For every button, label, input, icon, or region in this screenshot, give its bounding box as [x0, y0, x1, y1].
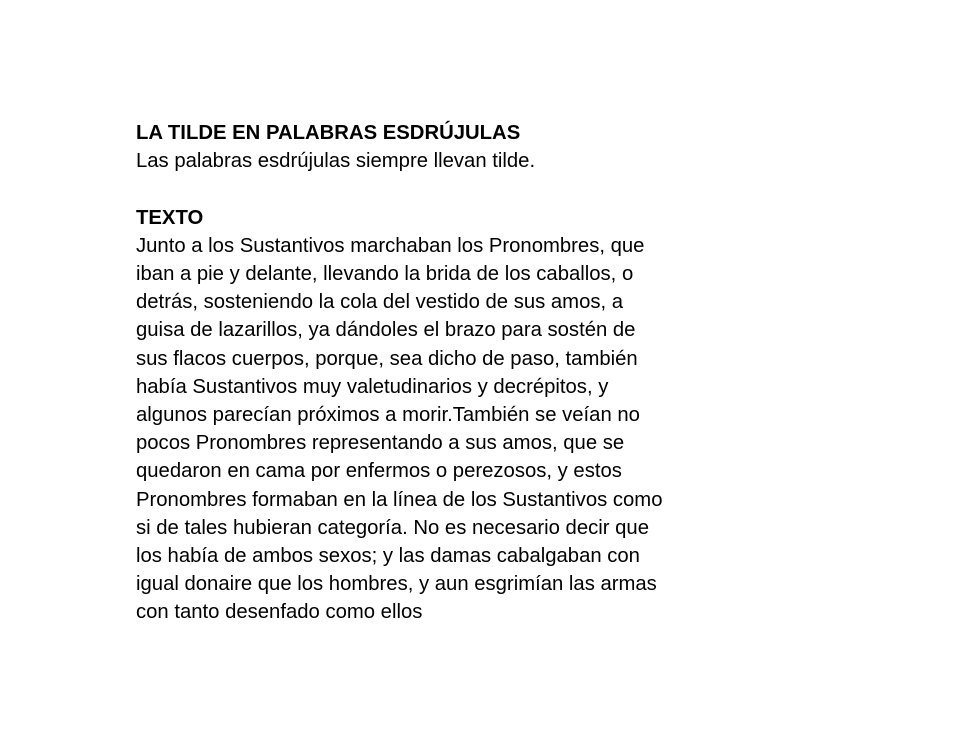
- slide-text-body: [136, 119, 936, 627]
- text-line: Pronombres formaban en la línea de los Sustantivos como: [136, 488, 663, 511]
- blank-line: [136, 175, 936, 203]
- text-line: pocos Pronombres representando a sus amos, que se: [136, 432, 625, 455]
- text-line: había Sustantivos muy valetudinarios y decrépitos, y: [136, 375, 609, 398]
- text-line: detrás, sosteniendo la cola del vestido de sus amos, a: [136, 291, 624, 314]
- text-line: si de tales hubieran categoría. No es necesario decir que: [136, 516, 649, 539]
- page-title: LA TILDE EN PALABRAS ESDRÚJULAS: [136, 122, 521, 144]
- text-line: guisa de lazarillos, ya dándoles el brazo para sostén de: [136, 319, 636, 342]
- text-line: los había de ambos sexos; y las damas cabalgaban con: [136, 545, 640, 568]
- text-paragraph: [136, 232, 936, 627]
- text-line: con tanto desenfado como ellos: [136, 601, 423, 624]
- text-line: quedaron en cama por enfermos o perezosos, y estos: [136, 460, 622, 483]
- text-line: algunos parecían próximos a morir.También se veían no: [136, 404, 640, 427]
- text-line: igual donaire que los hombres, y aun esgrimían las armas: [136, 573, 657, 596]
- text-heading: TEXTO: [136, 206, 204, 229]
- text-line: sus flacos cuerpos, porque, sea dicho de paso, también: [136, 347, 638, 370]
- rule-statement: Las palabras esdrújulas siempre llevan tilde.: [136, 150, 536, 173]
- text-line: iban a pie y delante, llevando la brida de los caballos, o: [136, 263, 634, 285]
- text-line: Junto a los Sustantivos marchaban los Pronombres, que: [136, 234, 645, 257]
